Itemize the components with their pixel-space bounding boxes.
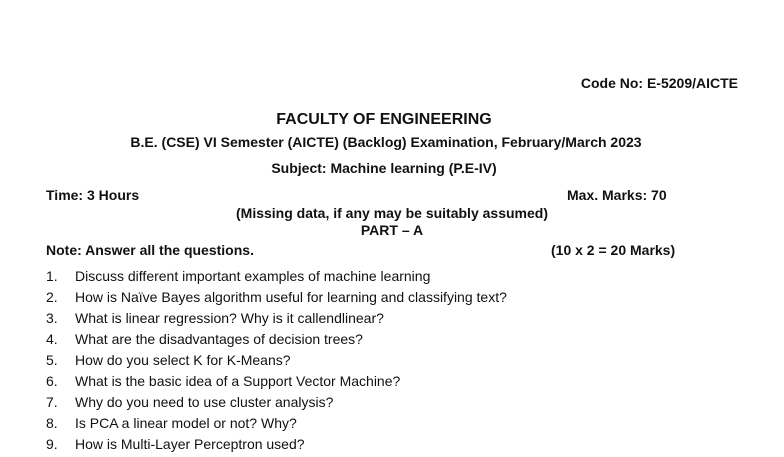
question-number: 1.	[46, 268, 58, 284]
question-text: Why do you need to use cluster analysis?	[75, 394, 334, 410]
question-number: 6.	[46, 373, 58, 389]
question-text: How is Multi-Layer Perceptron used?	[75, 436, 305, 452]
question-text: What is the basic idea of a Support Vector Machine?	[75, 373, 401, 389]
question-item	[46, 415, 746, 436]
question-item	[46, 373, 746, 394]
question-list	[46, 268, 746, 457]
question-number: 3.	[46, 310, 58, 326]
question-number: 9.	[46, 436, 58, 452]
question-text: Is PCA a linear model or not? Why?	[75, 415, 297, 431]
time-allowed: Time: 3 Hours	[46, 187, 140, 203]
question-number: 7.	[46, 394, 58, 410]
max-marks: Max. Marks: 70	[567, 187, 667, 203]
question-number: 5.	[46, 352, 58, 368]
question-item	[46, 289, 746, 310]
question-item	[46, 268, 746, 289]
missing-data-note: (Missing data, if any may be suitably assumed)	[236, 205, 548, 221]
part-marks: (10 x 2 = 20 Marks)	[551, 242, 676, 258]
question-item	[46, 310, 746, 331]
question-number: 8.	[46, 415, 58, 431]
paper-code: Code No: E-5209/AICTE	[580, 75, 738, 91]
question-item	[46, 394, 746, 415]
question-item	[46, 352, 746, 373]
subject-title: Subject: Machine learning (P.E-IV)	[271, 160, 497, 176]
part-heading: PART – A	[360, 222, 424, 238]
question-item	[46, 331, 746, 352]
question-text: What are the disadvantages of decision trees?	[75, 331, 363, 347]
question-text: Discuss different important examples of machine learning	[75, 268, 431, 284]
question-text: What is linear regression? Why is it callendlinear?	[75, 310, 384, 326]
exam-title: B.E. (CSE) VI Semester (AICTE) (Backlog) Examination, February/March 2023	[130, 134, 642, 150]
faculty-title: FACULTY OF ENGINEERING	[276, 111, 492, 128]
question-number: 4.	[46, 331, 58, 347]
question-number: 2.	[46, 289, 58, 305]
question-text: How do you select K for K-Means?	[75, 352, 291, 368]
instructions-note: Note: Answer all the questions.	[46, 242, 254, 258]
question-item	[46, 436, 746, 457]
question-text: How is Naïve Bayes algorithm useful for learning and classifying text?	[75, 289, 507, 305]
